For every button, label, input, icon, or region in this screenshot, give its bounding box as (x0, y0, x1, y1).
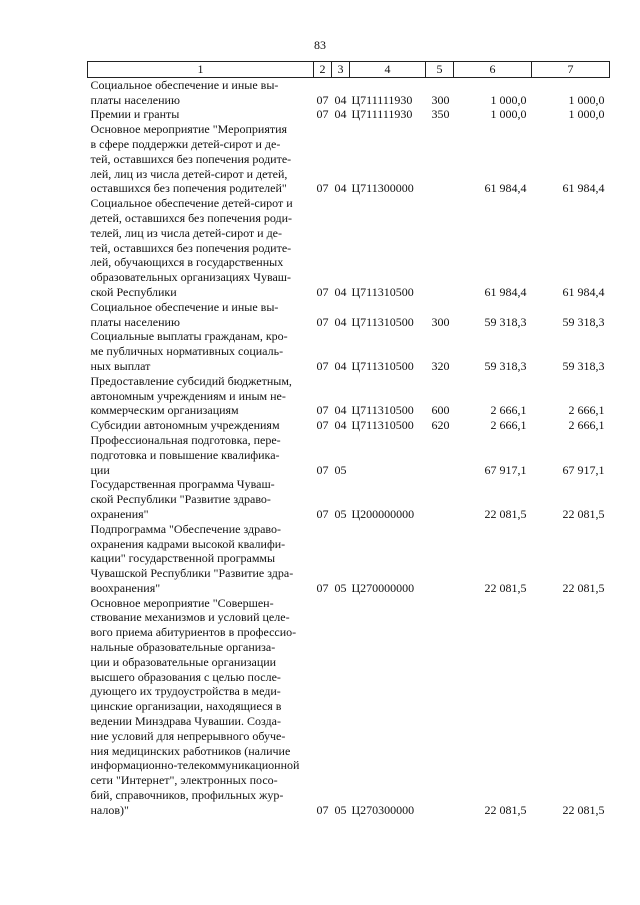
target-article-code: Ц711111930 (351, 107, 413, 122)
table-row (88, 196, 610, 300)
description-line: образовательных организациях Чуваш- (90, 270, 292, 285)
header-col-5: 5 (426, 62, 454, 78)
row-description (88, 596, 314, 818)
target-article-code: Ц711310500 (351, 358, 414, 373)
header-col-2: 2 (314, 62, 332, 78)
description-line: Предоставление субсидий бюджетным, (90, 373, 292, 388)
row-description (88, 122, 314, 196)
section-code: 07 (316, 418, 329, 433)
expense-type-code: 620 (431, 418, 450, 433)
description-line: тей, оставшихся без попечения родите- (90, 240, 292, 255)
target-article-code: Ц711310500 (351, 403, 414, 418)
subsection-code: 05 (334, 506, 347, 521)
description-line: Основное мероприятие "Мероприятия (90, 122, 288, 137)
section-code: 07 (316, 580, 329, 595)
description-line: ции и образовательные организации (90, 654, 277, 669)
section-code: 07 (316, 107, 329, 122)
subsection-code: 04 (334, 284, 347, 299)
header-col-6: 6 (454, 62, 532, 78)
amount-col-6: 2 666,1 (490, 418, 527, 433)
description-line: воохранения" (90, 580, 161, 595)
target-article-code: Ц270300000 (351, 802, 415, 817)
row-description (88, 477, 314, 521)
amount-col-7: 22 081,5 (562, 506, 605, 521)
description-line: Социальные выплаты гражданам, кро- (90, 329, 288, 344)
section-code: 07 (316, 358, 329, 373)
row-description (88, 300, 314, 330)
expense-type-code: 300 (431, 92, 450, 107)
description-line: высшего образования с целью после- (90, 669, 281, 684)
amount-col-7: 59 318,3 (562, 358, 605, 373)
amount-col-7: 2 666,1 (568, 418, 605, 433)
amount-col-6: 22 081,5 (484, 802, 527, 817)
amount-col-6: 22 081,5 (484, 580, 527, 595)
description-line: налов)" (90, 802, 129, 817)
description-line: ствование механизмов и условий целе- (90, 610, 290, 625)
description-line: платы населению (90, 92, 180, 107)
subsection-code: 04 (334, 314, 347, 329)
subsection-code: 05 (334, 462, 347, 477)
amount-col-7: 61 984,4 (562, 284, 605, 299)
target-article-code: Ц711310500 (351, 284, 414, 299)
page-number: 83 (314, 38, 326, 52)
expense-type-code (426, 477, 454, 521)
description-line: коммерческим организациям (90, 403, 239, 418)
expense-type-code (426, 522, 454, 596)
description-line: Социальное обеспечение и иные вы- (90, 77, 279, 92)
expense-type-code (426, 122, 454, 196)
header-col-4: 4 (350, 62, 426, 78)
table-row (88, 122, 610, 196)
expense-type-code: 320 (431, 358, 450, 373)
description-line: Социальное обеспечение детей-сирот и (90, 196, 293, 211)
section-code: 07 (316, 181, 329, 196)
description-line: кации" государственной программы (90, 551, 276, 566)
description-line: ния медицинских работников (наличие (90, 743, 291, 758)
subsection-code: 05 (334, 802, 347, 817)
section-code: 07 (316, 92, 329, 107)
table-row (88, 374, 610, 418)
amount-col-6: 22 081,5 (484, 506, 527, 521)
amount-col-6: 1 000,0 (490, 107, 527, 122)
amount-col-7: 22 081,5 (562, 802, 605, 817)
description-line: цинские организации, находящиеся в (90, 699, 282, 714)
table-row (88, 433, 610, 477)
expense-type-code: 300 (431, 314, 450, 329)
subsection-code: 04 (334, 107, 347, 122)
subsection-code: 05 (334, 580, 347, 595)
description-line: телей, лиц из числа детей-сирот и де- (90, 225, 283, 240)
section-code: 07 (316, 314, 329, 329)
table-row (88, 477, 610, 521)
description-line: охранения" (90, 506, 149, 521)
description-line: платы населению (90, 314, 180, 329)
target-article-code: Ц711310500 (351, 418, 414, 433)
amount-col-7: 1 000,0 (568, 92, 605, 107)
section-code: 07 (316, 506, 329, 521)
table-row (88, 522, 610, 596)
description-line: Премии и гранты (90, 107, 180, 122)
amount-col-6: 2 666,1 (490, 403, 527, 418)
row-description (88, 522, 314, 596)
amount-col-6: 67 917,1 (484, 462, 527, 477)
budget-table (87, 61, 610, 818)
subsection-code: 04 (334, 358, 347, 373)
header-col-1: 1 (88, 62, 314, 78)
amount-col-7: 59 318,3 (562, 314, 605, 329)
table-row (88, 596, 610, 818)
target-article-code: Ц270000000 (351, 580, 415, 595)
description-line: ской Республики "Развитие здраво- (90, 492, 271, 507)
description-line: ных выплат (90, 358, 151, 373)
amount-col-6: 1 000,0 (490, 92, 527, 107)
expense-type-code: 350 (431, 107, 450, 122)
description-line: детей, оставшихся без попечения роди- (90, 210, 293, 225)
amount-col-7: 1 000,0 (568, 107, 605, 122)
description-line: ции (90, 462, 110, 477)
expense-type-code (426, 433, 454, 477)
row-description (88, 418, 314, 433)
description-line: в сфере поддержки детей-сирот и де- (90, 136, 281, 151)
target-article-code: Ц711111930 (351, 92, 413, 107)
header-col-3: 3 (332, 62, 350, 78)
description-line: нальные образовательные организа- (90, 640, 276, 655)
table-row (88, 418, 610, 433)
row-description (88, 374, 314, 418)
amount-col-7: 2 666,1 (568, 403, 605, 418)
description-line: Государственная программа Чуваш- (90, 477, 275, 492)
target-article-code: Ц711300000 (351, 181, 414, 196)
description-line: автономным учреждениям и иным не- (90, 388, 286, 403)
amount-col-6: 61 984,4 (484, 284, 527, 299)
table-row (88, 329, 610, 373)
expense-type-code: 600 (431, 403, 450, 418)
description-line: оставшихся без попечения родителей" (90, 181, 287, 196)
subsection-code: 04 (334, 403, 347, 418)
amount-col-6: 59 318,3 (484, 314, 527, 329)
description-line: дующего их трудоустройства в меди- (90, 684, 281, 699)
table-header (88, 62, 610, 78)
table-row (88, 77, 610, 107)
description-line: ской Республики (90, 284, 177, 299)
section-code: 07 (316, 403, 329, 418)
row-description (88, 107, 314, 122)
target-article-code: Ц711310500 (351, 314, 414, 329)
subsection-code: 04 (334, 92, 347, 107)
section-code: 07 (316, 462, 329, 477)
description-line: лей, лиц из числа детей-сирот и детей, (90, 166, 288, 181)
description-line: сети "Интернет", электронных посо- (90, 773, 278, 788)
target-article-code (350, 433, 426, 477)
table-body (88, 77, 610, 817)
description-line: ме публичных нормативных социаль- (90, 344, 284, 359)
amount-col-7: 61 984,4 (562, 181, 605, 196)
description-line: ведении Минздрава Чувашии. Созда- (90, 714, 281, 729)
amount-col-6: 59 318,3 (484, 358, 527, 373)
description-line: лей, обучающихся в государственных (90, 255, 284, 270)
description-line: подготовка и повышение квалифика- (90, 447, 280, 462)
description-line: Подпрограмма "Обеспечение здраво- (90, 521, 282, 536)
description-line: ние условий для непрерывного обуче- (90, 728, 286, 743)
table-row (88, 300, 610, 330)
description-line: вого приема абитуриентов в профессио- (90, 625, 297, 640)
description-line: Профессиональная подготовка, пере- (90, 432, 281, 447)
amount-col-7: 22 081,5 (562, 580, 605, 595)
row-description (88, 77, 314, 107)
description-line: охранения кадрами высокой квалифи- (90, 536, 286, 551)
subsection-code: 04 (334, 181, 347, 196)
section-code: 07 (316, 802, 329, 817)
row-description (88, 196, 314, 300)
description-line: тей, оставшихся без попечения родите- (90, 151, 292, 166)
description-line: Субсидии автономным учреждениям (90, 418, 280, 433)
subsection-code: 04 (334, 418, 347, 433)
section-code: 07 (316, 284, 329, 299)
description-line: Чувашской Республики "Развитие здра- (90, 566, 294, 581)
amount-col-7: 67 917,1 (562, 462, 605, 477)
table-row (88, 107, 610, 122)
header-col-7: 7 (532, 62, 610, 78)
description-line: информационно-телекоммуникационной (90, 758, 300, 773)
row-description (88, 433, 314, 477)
description-line: бий, справочников, профильных жур- (90, 788, 284, 803)
row-description (88, 329, 314, 373)
description-line: Основное мероприятие "Совершен- (90, 595, 274, 610)
target-article-code: Ц200000000 (351, 506, 415, 521)
description-line: Социальное обеспечение и иные вы- (90, 299, 279, 314)
expense-type-code (426, 196, 454, 300)
amount-col-6: 61 984,4 (484, 181, 527, 196)
expense-type-code (426, 596, 454, 818)
